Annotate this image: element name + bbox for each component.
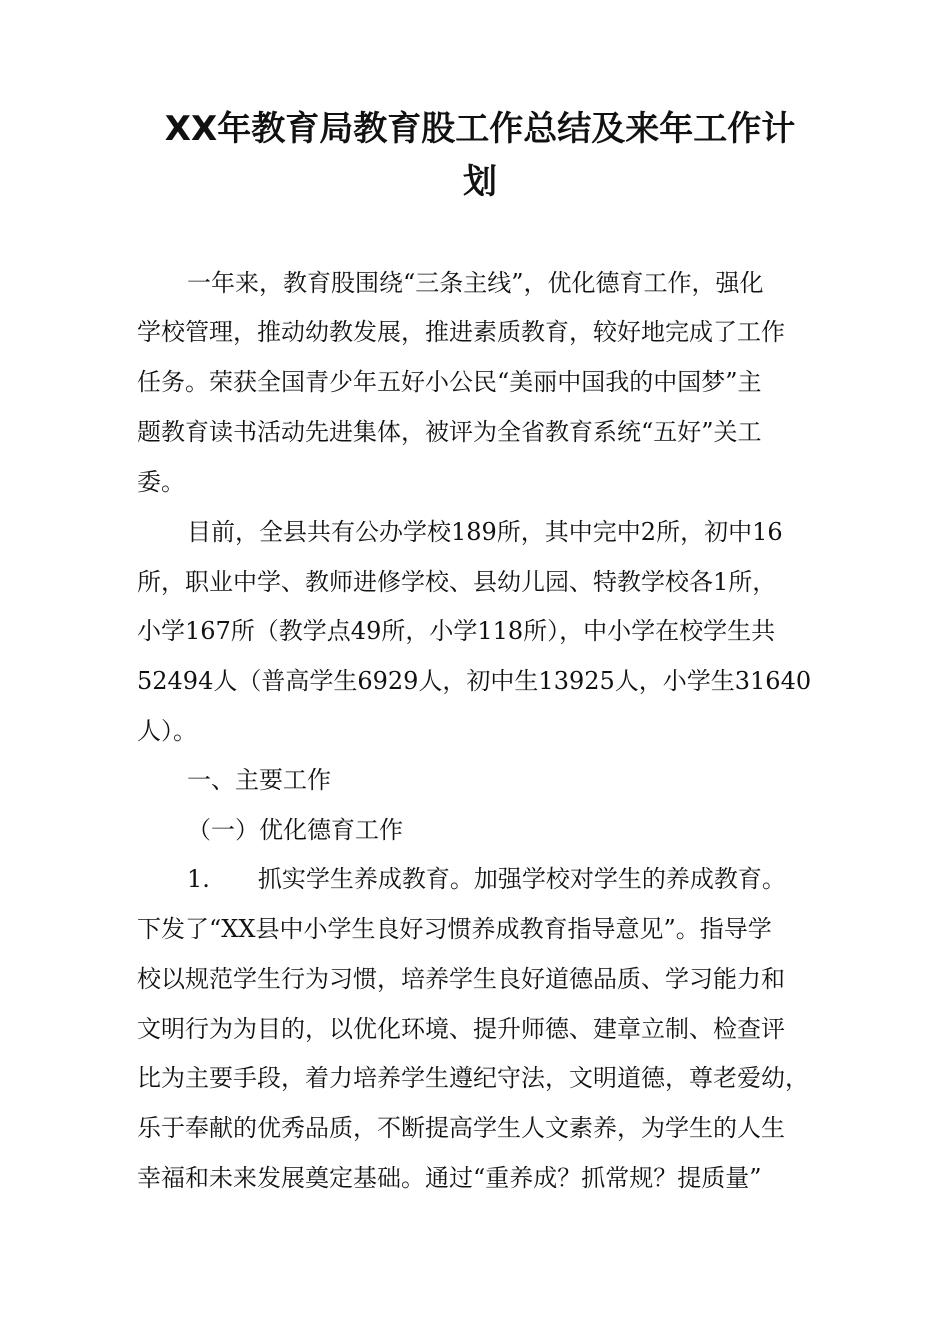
body-line-7: 所，职业中学、教师进修学校、县幼儿园、特教学校各1所， <box>137 568 777 596</box>
subsection-heading: （一）优化德育工作 <box>187 816 403 844</box>
document-title-line-1: XX年教育局教育股工作总结及来年工作计 <box>164 109 796 149</box>
body-line-15: 校以规范学生行为习惯，培养学生良好道德品质、学习能力和 <box>137 965 785 993</box>
body-line-6: 目前，全县共有公办学校189所，其中完中2所，初中16 <box>187 518 783 546</box>
body-line-1: 一年来，教育股围绕“三条主线”，优化德育工作，强化 <box>187 269 764 297</box>
body-line-10: 人）。 <box>137 717 197 745</box>
body-line-19: 幸福和未来发展奠定基础。通过“重养成？抓常规？提质量” <box>137 1164 762 1192</box>
body-line-4: 题教育读书活动先进集体，被评为全省教育系统“五好”关工 <box>137 418 762 446</box>
body-line-17: 比为主要手段，着力培养学生遵纪守法，文明道德，尊老爱幼， <box>137 1064 809 1092</box>
body-line-5: 委。 <box>137 468 185 496</box>
body-line-14: 下发了“XX县中小学生良好习惯养成教育指导意见”。指导学 <box>137 915 772 943</box>
body-line-8: 小学167所（教学点49所，小学118所），中小学在校学生共 <box>137 617 776 645</box>
document-title-line-2: 划 <box>463 162 497 202</box>
body-line-16: 文明行为为目的，以优化环境、提升师德、建章立制、检查评 <box>137 1015 785 1043</box>
section-heading: 一、主要工作 <box>187 766 331 794</box>
body-line-9: 52494人（普高学生6929人，初中生13925人，小学生31640 <box>137 667 812 695</box>
body-line-13: 1. 抓实学生养成教育。加强学校对学生的养成教育。 <box>187 865 786 893</box>
body-line-2: 学校管理，推动幼教发展，推进素质教育，较好地完成了工作 <box>137 318 785 346</box>
body-line-18: 乐于奉献的优秀品质，不断提高学生人文素养，为学生的人生 <box>137 1114 785 1142</box>
body-line-3: 任务。荣获全国青少年五好小公民“美丽中国我的中国梦”主 <box>137 368 762 396</box>
